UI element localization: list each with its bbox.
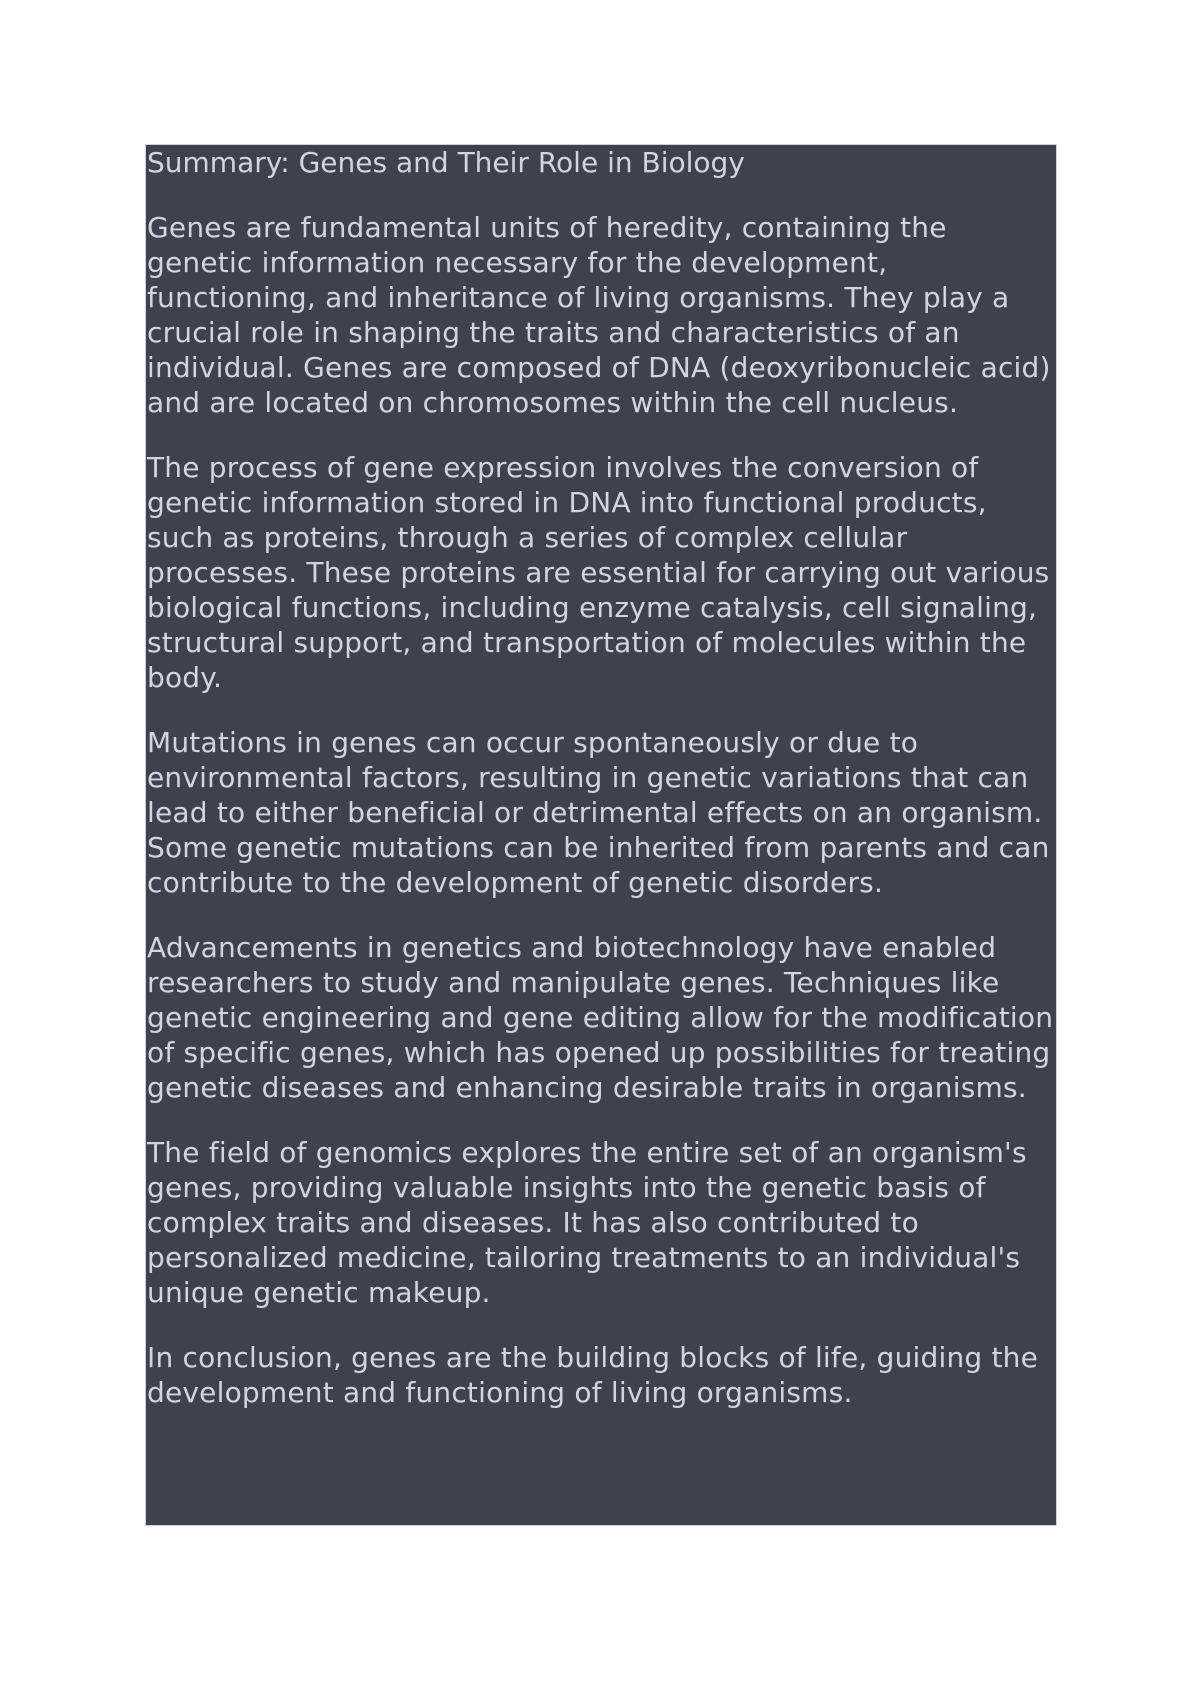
document-title: Summary: Genes and Their Role in Biology — [147, 146, 745, 179]
paragraph-5: The field of genomics explores the entire set of an organism's genes, providing valuable insights into the genetic basis of complex traits and diseases. It has also contributed to personalized medicine, tailoring treatments to an individual's unique genetic makeup. — [147, 1136, 1027, 1309]
paragraph-1: Genes are fundamental units of heredity, containing the genetic information necessary for the development, functioning, and inheritance of living organisms. They play a crucial role in shaping the traits and characteristics of an individual. Genes are composed of DNA (deoxyribonucleic acid) and are located on chromosomes within the cell nucleus. — [147, 211, 1051, 419]
document-text-box — [145, 144, 1057, 1526]
paragraph-2: The process of gene expression involves the conversion of genetic information stored in DNA into functional products, such as proteins, through a series of complex cellular processes. These proteins are essential for carrying out various biological functions, including enzyme catalysis, cell signaling, structural support, and transportation of molecules within the body. — [147, 451, 1050, 694]
paragraph-6: In conclusion, genes are the building blocks of life, guiding the development and functioning of living organisms. — [147, 1341, 1039, 1409]
paragraph-3: Mutations in genes can occur spontaneously or due to environmental factors, resulting in genetic variations that can lead to either beneficial or detrimental effects on an organism. Some genetic mutations can be inherited from parents and can contribute to the development of genetic disorders. — [147, 726, 1050, 899]
paragraph-4: Advancements in genetics and biotechnology have enabled researchers to study and manipulate genes. Techniques like genetic engineering and gene editing allow for the modification of specific genes, which has opened up possibilities for treating genetic diseases and enhancing desirable traits in organisms. — [147, 931, 1054, 1104]
